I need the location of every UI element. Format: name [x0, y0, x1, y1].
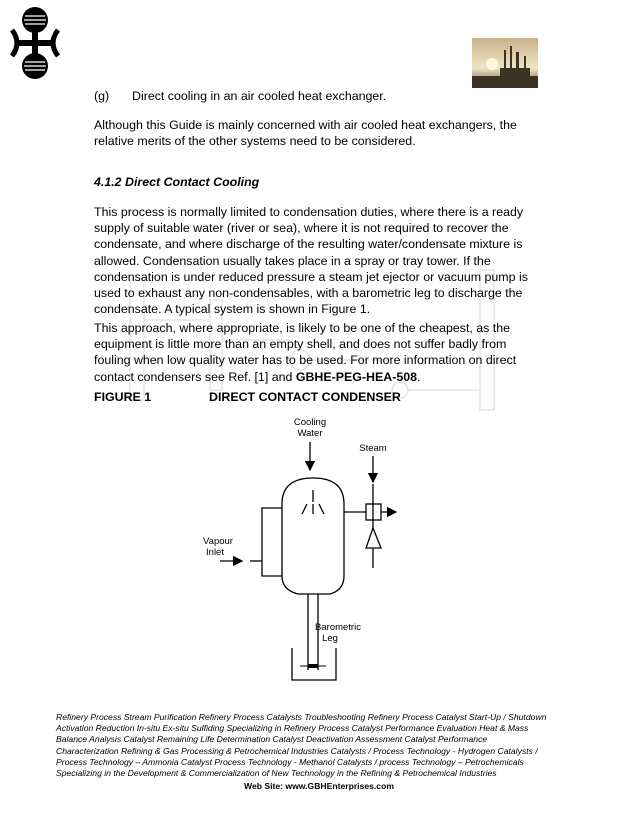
footer-line: Activation Reduction In-situ Ex-situ Sulfiding Specializing in Refinery Process Catalyst Performance Evaluation Heat & Mass — [56, 723, 529, 734]
section-heading: 4.1.2 Direct Contact Cooling — [94, 175, 260, 189]
gbh-logo-icon — [8, 4, 62, 82]
label-steam: Steam — [359, 443, 387, 454]
condenser-diagram — [190, 408, 450, 690]
footer-line: Characterization Refining & Gas Processing & Petrochemical Industries Catalysts / Process Technology - Hydrogen Catalysts / — [56, 745, 538, 756]
footer-text — [56, 712, 586, 779]
website-link[interactable]: Web Site: www.GBHEnterprises.com — [244, 781, 394, 791]
refinery-photo — [472, 38, 538, 88]
label-leg: Leg — [322, 633, 338, 644]
footer-line: Process Technology – Ammonia Catalyst Process Technology - Methanol Catalysts / process Technology – Petrochemicals — [56, 756, 524, 767]
list-item-text: Direct cooling in an air cooled heat exchanger. — [132, 89, 387, 103]
reference-code: GBHE-PEG-HEA-508 — [295, 369, 418, 384]
process-paragraph: This process is normally limited to condensation duties, where there is a ready supply of suitable water (river or sea), where it is not required to recover the condensate, and where discharge of the resulting water/condensate mixture is allowed. Condensation usually takes place in a spray or tray tower. If the condensation is under reduced pressure a steam jet ejector or vacuum pump is used to exhaust any non-condensables, with a barometric leg to discharge the condensate. A typical system is shown in Figure 1. — [94, 205, 528, 317]
footer-line: Specializing in the Development & Commercialization of New Technology in the Refining & Petrochemical Industries — [56, 768, 497, 779]
approach-text: This approach, where appropriate, is likely to be one of the cheapest, as the equipment is little more than an empty shell, and does not suffer badly from fouling when low quality water has to be used. For more information on direct contact condensers see Ref. [1] and — [94, 321, 517, 384]
ejector-diffuser — [366, 528, 381, 548]
footer-line: Refinery Process Stream Purification Refinery Process Catalysts Troubleshooting Refinery Process Catalyst Start-Up / Shutdown — [56, 712, 547, 722]
intro-paragraph: Although this Guide is mainly concerned with air cooled heat exchangers, the relative merits of the other systems need to be considered. — [94, 118, 517, 149]
list-item-g — [94, 88, 534, 104]
list-item-tag: (g) — [94, 89, 110, 103]
footer-line: Balance Analysis Catalyst Remaining Life Determination Catalyst Deactivation Assessment Catalyst Performance — [56, 734, 488, 745]
label-inlet: Inlet — [206, 547, 224, 558]
label-cooling: Cooling — [293, 417, 327, 428]
figure-title: DIRECT CONTACT CONDENSER — [209, 390, 401, 404]
label-water: Water — [297, 428, 323, 439]
label-barometric: Barometric — [315, 622, 361, 633]
approach-paragraph — [94, 320, 542, 385]
spray-nozzle — [302, 490, 324, 514]
figure-number: FIGURE 1 — [94, 390, 152, 404]
approach-end: . — [417, 369, 421, 384]
label-vapour: Vapour — [203, 536, 233, 547]
